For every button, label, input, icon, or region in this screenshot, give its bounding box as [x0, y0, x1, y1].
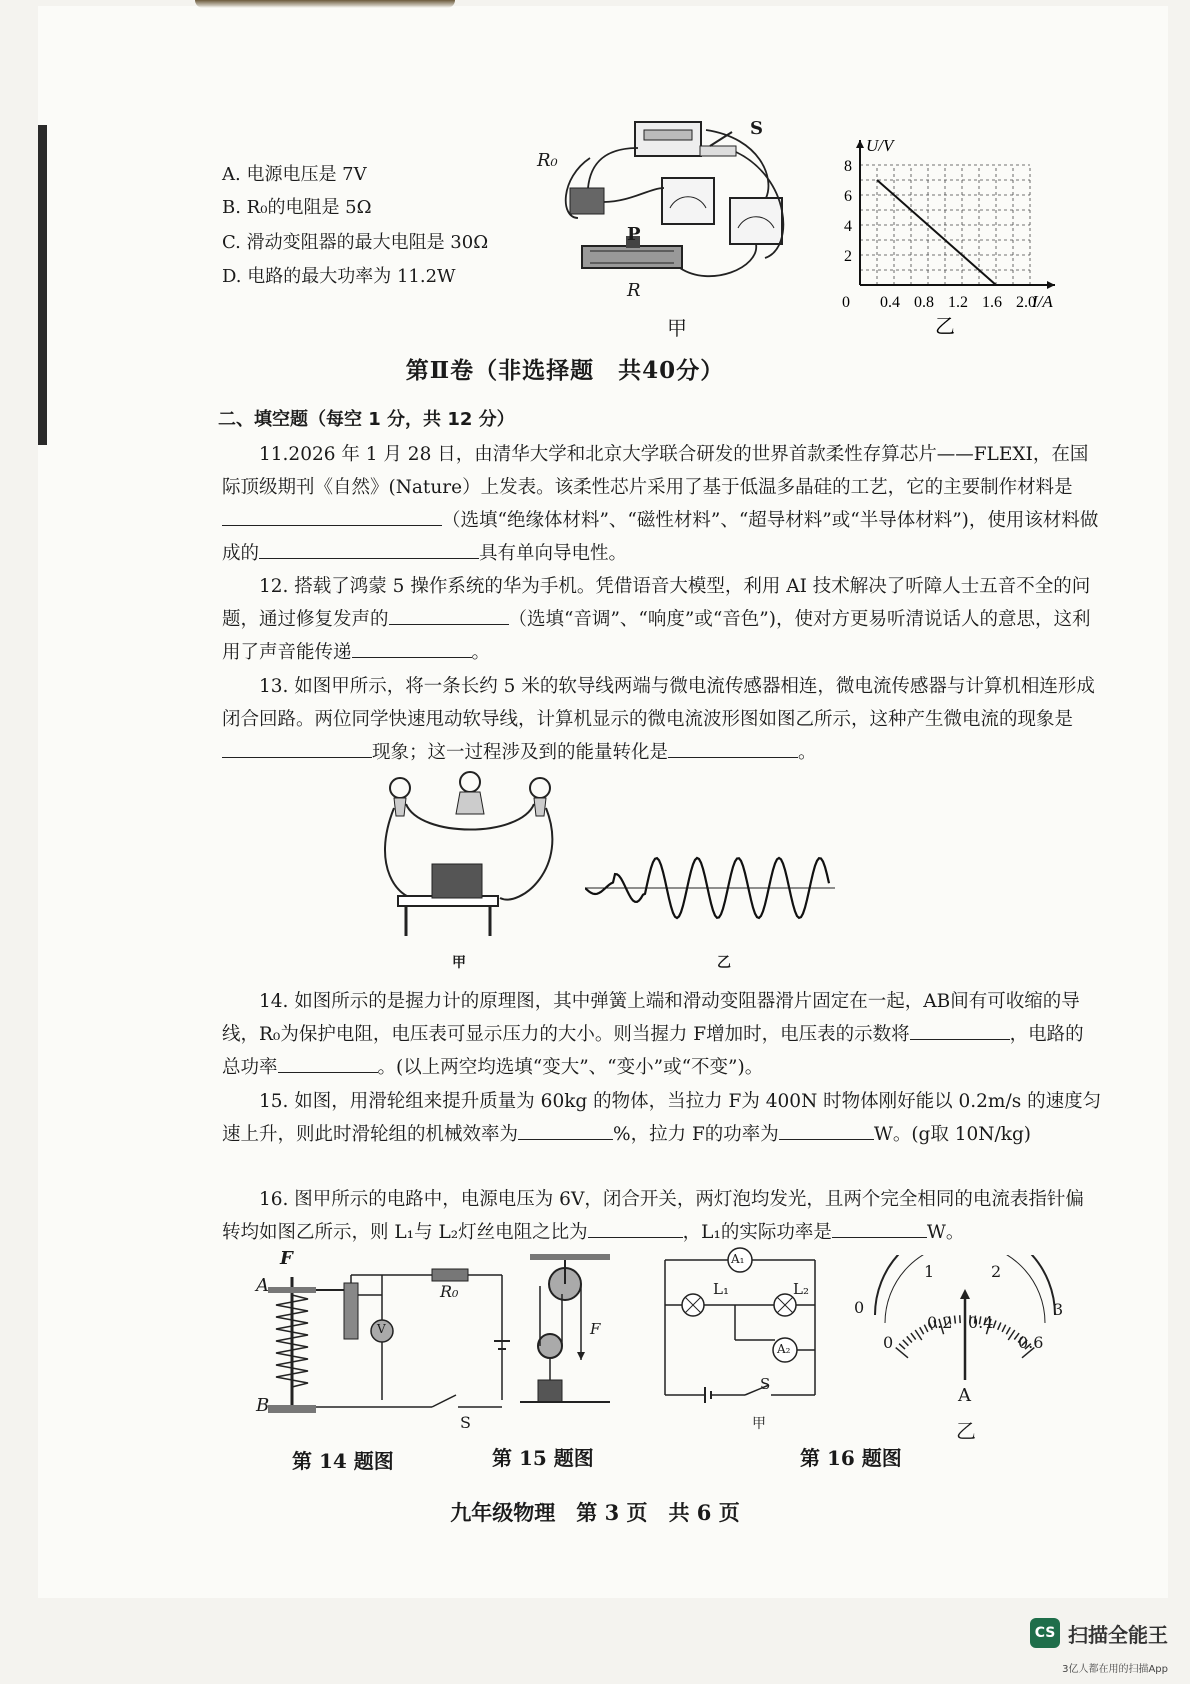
dial-yi: 乙	[956, 1419, 976, 1443]
fig14-f: F	[280, 1248, 293, 1269]
s-label: S	[750, 118, 763, 139]
ammeter	[662, 178, 714, 224]
movable-pulley	[538, 1334, 562, 1358]
dial-tick	[960, 1315, 961, 1323]
fig16-s: S	[760, 1375, 771, 1393]
dial-bottom-02: 0.2	[927, 1313, 953, 1332]
fig-jia-caption: 甲	[667, 316, 687, 340]
fig16-a2: A₂	[777, 1342, 791, 1356]
y-arrow	[856, 140, 864, 148]
fill-in-heading: 二、填空题（每空 1 分，共 12 分）	[218, 409, 515, 430]
blank-15-2[interactable]	[779, 1121, 874, 1140]
ammeter-dial	[855, 1255, 1065, 1385]
dial-tick	[920, 1327, 924, 1334]
fig14-r0: R₀	[440, 1282, 459, 1301]
u-i-line	[877, 180, 996, 285]
question-13: 13. 如图甲所示，将一条长约 5 米的软导线两端与微电流传感器相连，微电流传感器与计算机相连形成闭合回路。两位同学快速甩动软导线，计算机显示的微电流波形图如图乙所示，这种产生微电流的现象是现象；这一过程涉及到的能量转化是 。	[222, 676, 1095, 763]
y-tick-label: 8	[844, 158, 852, 175]
fig14-s: S	[460, 1413, 471, 1432]
dial-tick	[899, 1344, 905, 1349]
dial-top-0: 0	[854, 1298, 865, 1317]
fig16-l1: L₁	[713, 1280, 729, 1298]
question-14: 14. 如图所示的是握力计的原理图，其中弹簧上端和滑动变阻器滑片固定在一起，AB间有可收缩的导线，R₀为保护电阻，电压表可显示压力的大小。则当握力 F增加时，电压表的示数将 ，电路的总功率 。(以上两空均选填“变大”、“变小”或“不变”)。	[222, 991, 1084, 1078]
fig15-pulley	[520, 1250, 620, 1420]
y-tick-label: 2	[844, 248, 852, 265]
question-12: 12. 搭载了鸿蒙 5 操作系统的华为手机。凭借语音大模型，利用 AI 技术解决了听障人士五音不全的问题，通过修复发声的 （选填“音调”、“响度”或“音色”)，使对方更易听清说话人的意思，这利用了声音能传递 。	[222, 576, 1091, 663]
option-c: C. 滑动变阻器的最大电阻是 30Ω	[222, 232, 489, 253]
switch	[700, 146, 736, 156]
apparatus-figure	[560, 118, 800, 298]
x-tick-label: 0.4	[880, 294, 900, 311]
option-b: B. R₀的电阻是 5Ω	[222, 197, 372, 218]
scan-shadow	[195, 0, 455, 8]
dial-tick	[911, 1333, 916, 1339]
blank-16-1[interactable]	[588, 1219, 683, 1238]
x-tick-label: 1.6	[982, 294, 1002, 311]
blank-16-2[interactable]	[832, 1219, 927, 1238]
blank-11-1[interactable]	[222, 507, 442, 526]
x-tick-label: 2.0	[1016, 294, 1036, 311]
dial-bottom-04: 0.4	[968, 1313, 994, 1332]
question-15: 15. 如图，用滑轮组来提升质量为 60kg 的物体，当拉力 F为 400N 时物体刚好能以 0.2m/s 的速度匀速上升，则此时滑轮组的机械效率为 %，拉力 F的功率为 W。(g取 10N/kg)	[222, 1091, 1102, 1145]
blank-13-2[interactable]	[668, 739, 798, 758]
dial-tick	[993, 1321, 996, 1329]
scanner-watermark	[1030, 1618, 1168, 1648]
camscanner-logo: CS	[1030, 1618, 1060, 1648]
dial-tick	[1002, 1325, 1006, 1332]
rheostat	[344, 1283, 358, 1339]
x-arrow	[1047, 281, 1055, 289]
y-tick-label: 4	[844, 218, 852, 235]
fig14-circuit	[262, 1255, 512, 1415]
r0-label: R₀	[537, 150, 558, 171]
fig16-jia: 甲	[752, 1416, 766, 1432]
dial-bottom-0: 0	[883, 1333, 894, 1352]
option-d: D. 电路的最大功率为 11.2W	[222, 266, 456, 287]
question-16: 16. 图甲所示的电路中，电源电压为 6V，闭合开关，两灯泡均发光，且两个完全相同的电流表指针偏转均如图乙所示，则 L₁与 L₂灯丝电阻之比为 ，L₁的实际功率是 W。	[222, 1189, 1084, 1243]
x-axis-label: I/A	[1032, 292, 1053, 311]
x-tick-label: 0.8	[914, 294, 934, 311]
x-tick-label: 1.2	[948, 294, 968, 311]
r0	[432, 1269, 468, 1281]
y-axis-label: U/V	[866, 136, 894, 155]
section-title: 第Ⅱ卷（非选择题 共40分）	[405, 357, 725, 384]
p-label: P	[627, 224, 641, 245]
fig15-caption: 第 15 题图	[492, 1446, 594, 1470]
watermark-tagline: 3亿人都在用的扫描App	[1062, 1664, 1168, 1675]
dial-top-1: 1	[924, 1262, 935, 1281]
rope-swing-figure	[380, 768, 560, 948]
object	[538, 1380, 562, 1402]
fig14-b: B	[256, 1395, 270, 1416]
blank-12-2[interactable]	[352, 639, 472, 658]
fig14-caption: 第 14 题图	[292, 1449, 394, 1473]
blank-14-1[interactable]	[910, 1021, 1010, 1040]
scan-edge	[38, 125, 47, 445]
r0-resistor	[570, 188, 604, 214]
dial-tick	[915, 1330, 922, 1340]
dial-bottom-06: 0.6	[1018, 1333, 1044, 1352]
dial-unit: A	[958, 1385, 971, 1406]
fig16-caption: 第 16 题图	[800, 1446, 902, 1470]
dial-tick	[998, 1323, 1001, 1330]
blank-15-1[interactable]	[518, 1121, 613, 1140]
laptop	[432, 864, 482, 898]
fig16-l2: L₂	[793, 1280, 809, 1298]
watermark-name: 扫描全能王	[1068, 1622, 1168, 1647]
voltmeter	[730, 198, 782, 244]
dial-tick	[903, 1340, 909, 1346]
fig13-yi: 乙	[717, 955, 731, 971]
fig14-a: A	[256, 1275, 269, 1296]
blank-14-2[interactable]	[278, 1054, 378, 1073]
ui-graph	[820, 135, 1080, 335]
dial-top-3: 3	[1053, 1300, 1064, 1319]
fig13-jia: 甲	[452, 955, 466, 971]
dial-tick	[896, 1348, 908, 1358]
question-11: 11.2026 年 1 月 28 日，由清华大学和北京大学联合研发的世界首款柔性存算芯片——FLEXI，在国际顶级期刊《自然》(Nature）上发表。该柔性芯片采用了基于低温多晶硅的工艺，它的主要制作材料是（选填“绝缘体材料”、“磁性材料”、“超导材料”或“半导体材料”)，使用该材料做成的 具有单向导电性。	[222, 444, 1099, 564]
dial-top-2: 2	[991, 1262, 1002, 1281]
dial-tick	[907, 1336, 912, 1342]
blank-13-1[interactable]	[222, 739, 372, 758]
blank-11-2[interactable]	[259, 540, 479, 559]
rheostat	[582, 246, 682, 268]
y-tick-label: 6	[844, 188, 852, 205]
fig16-a1: A₁	[731, 1252, 745, 1266]
r-label: R	[627, 280, 641, 301]
page-footer: 九年级物理 第 3 页 共 6 页	[450, 1500, 740, 1525]
current-waveform	[585, 848, 835, 928]
dial-tick	[1008, 1330, 1015, 1340]
dial-tick	[955, 1316, 956, 1324]
fig15-f: F	[590, 1320, 601, 1338]
origin-label: 0	[842, 294, 850, 311]
fig16-circuit	[655, 1245, 825, 1410]
blank-12-1[interactable]	[389, 606, 509, 625]
fig14-v: V	[377, 1322, 386, 1336]
option-a: A. 电源电压是 7V	[222, 164, 367, 185]
fig-yi-caption: 乙	[935, 316, 955, 335]
dial-tick	[1006, 1327, 1010, 1334]
